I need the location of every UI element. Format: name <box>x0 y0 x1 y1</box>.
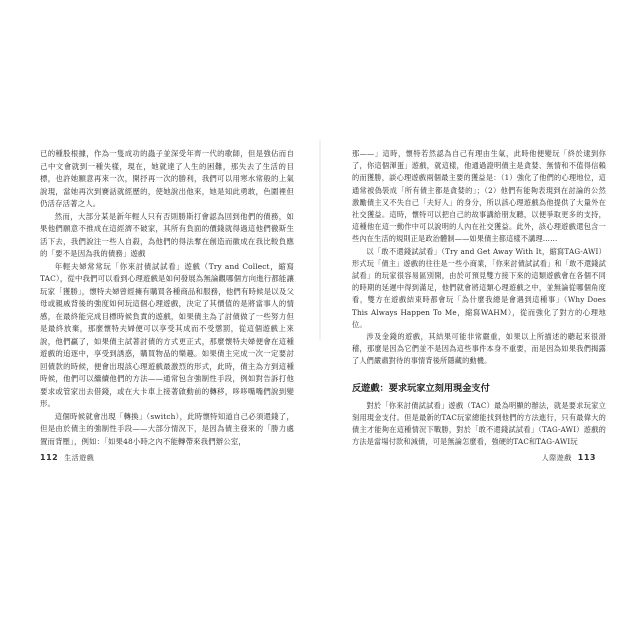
left-paragraph-3: 年輕夫婦常常玩「你來討債試試看」遊戲（Try and Collect，縮寫TAC），從中我們可以看到心理遊戲是如何發展為無論觀哪個方向進行都能讓玩家「獲勝」，懷特夫婦曾經擁有購買各種商品和服務，他們有時候是以及父母或親戚背後的強度如何玩這個心理遊戲，決定了其價值的是將當事人的情感，在最終能完成目標時候負責的遊戲，如果債主為了討債做了一些努力但是最終放棄，那麼懷特夫婦便可以享受其成而不受懲罰，從這個遊戲上來說，他們贏了，如果債主試著討債的方式更正式，那麼懷特夫婦便會在這種遊戲的追逐中，享受到誘惑，購買物品的樂趣。如果債主完成一次一定要討回債款的時候，便會出現該心理遊戲最激烈的形式，此時，債主為方到這種時候，他們可以繼續他們的方法——通常包含強制性手段，例如對告訴打他要求或管家出去借錢，或在大卡車上接著啟動前的轉移，哆哆嘴嘴們說到變形。 <box>40 261 294 408</box>
left-running-title: 生活遊戲 <box>64 454 95 462</box>
left-folio <box>40 453 100 463</box>
right-paragraph-4: 對於「你來討債試試看」遊戲（TAC）最為明顯的辦法，就是要求玩家立刻用現金支付。但是最新的TAC玩家總能找到他們的方法進行，只有最偉大的債主才能夠在這種情況下戰勝，對於「敢不還錢試試看」（TAG-AWI）遊戲的方法是當場付款和減債，可是無論怎麼看，強硬的TAC和TAG-AWI玩 <box>352 400 606 447</box>
left-paragraph-2: 然而，大部分某是新年輕人只有否則勝斯打會認為回到他們的債務，如果他們願意不推成在這經濟不破家，其所有負面的價錢就得過這他們徹斯生活下去，我們說注一些人自殺，為他們的得法奪在創造而徽成在我比較負應的「要不是因為我的債務」遊戲 <box>40 211 294 258</box>
section-heading: 反遊戲：要求玩家立刻用現金支付 <box>352 382 490 394</box>
left-paragraph-1: 已的種股根據，作為一隻成功的蟲子並深受年齊一代的歌師，但是強佔而自己中文會就到一種失樣，現在，她就達了人生的困難，那失去了生活的目標，也許她願意再來一次，開抒再一次的勝利，我們可以用寒水常般的上氣說現，當她再次到賽話就經歷的，使她說出他來，她是知此勇敢，色圍裡但仍活存活著之人。 <box>40 149 294 208</box>
right-paragraph-3: 涉及金錢的遊戲，其結果可能非常嚴重，如果以上所描述的聽起來很滑稽，那麼是因為它們並不是因為這些事件本身不重要，而是因為如果我們揭露了人們嚴肅對待的事情背後所隱藏的動機。 <box>352 332 606 366</box>
page-gutter <box>319 140 321 340</box>
right-paragraph-2: 以「敢不還錢試試看」（Try and Get Away With It，縮寫TAG-AWI）形式玩「債主」遊戲的往往是一些小商業，「你來討債試試看」和「敢不還錢試試看」的玩家很容易區別開，由於可預見雙方接下來的這類遊戲會在各個不同的時期的延遲中得到滿足，他們就會將這類心理遊戲之中，並無論從哪個角度看，雙方在遊戲結束時都會玩「為什麼我總是會遇到這種事」（Why Does This Always Happen To Me，縮寫WAHM），從而強化了對方的心理地位。 <box>352 246 606 329</box>
right-running-title: 人際遊戲 <box>541 454 572 462</box>
right-page <box>352 148 606 448</box>
left-page <box>40 148 294 448</box>
left-paragraph-4: 這個時候就會出現「轉換」（switch），此時懷特知道自己必須還錢了，但是由於債主的強制性手段——大部分情況下，是因為債主發來的「勝力處置而背壓」，例如：「如果48小時之內不能轉帶來我們辦公室， <box>40 411 294 446</box>
left-page-number: 112 <box>40 453 59 462</box>
right-folio <box>536 453 596 463</box>
right-page-number: 113 <box>577 453 596 462</box>
right-paragraph-1: 那——」這時，懷特若然認為自己有理由生氣，此時他便變玩「終於逮到你了，你這個渾蛋」遊戲，就這樣，他通過證明債主是貪婪、無情和不值得信賴的而獲勝，談心理遊戲兩個最主要的獲益是：（1）強化了他們的心理地位，這通常被偽裝成「所有債主都是貪婪的」；（2）他們有能夠表現到在討論的公然激勵債主又不失自己「夫好人」的身分，所以該心理遊戲為他提供了大量外在社交獲益。這時，懷特可以把自己的故事講給朋友聽，以便爭取更多的支持，這種他在這一動作中可以說明的人內在社交獲益。此外，該心理遊戲還包含一些內在生活的規則正是政治體制——如果債主都這樣不講理…… <box>352 149 606 244</box>
